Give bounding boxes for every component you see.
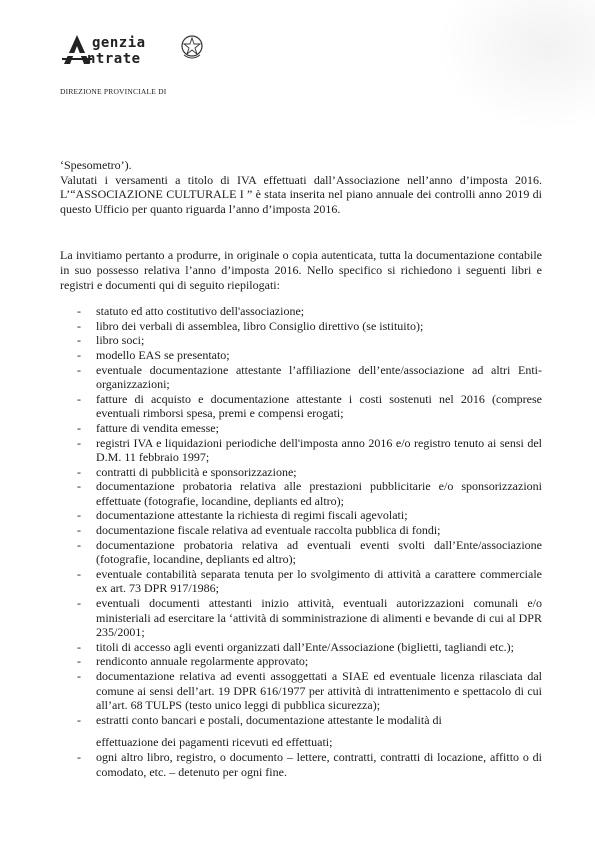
list-item: - eventuali documenti attestanti inizio attività, eventuali autorizzazioni comunali e/o ministeriali ad esercitare la ‘attività di somministrazione di alimenti e bevande di cui al DPR 235/2001; — [60, 596, 542, 640]
list-item: - fatture di acquisto e documentazione attestante i costi sostenuti nel 2016 (comprese eventuali rimborsi spesa, premi e compensi erogati; — [60, 392, 542, 421]
list-item: - eventuale documentazione attestante l’affiliazione dell’ente/associazione ad altri Enti-organizzazioni; — [60, 363, 542, 392]
list-item: - documentazione probatoria relativa alle prestazioni pubblicitarie e/o sponsorizzazioni effettuate (fotografie, locandine, depliants ed altro); — [60, 479, 542, 508]
list-item: - documentazione probatoria relativa ad eventuali eventi svolti dall’Ente/associazione (fotografie, locandine, depliants ed altro); — [60, 538, 542, 567]
intro-paragraph-1: Valutati i versamenti a titolo di IVA effettuati dall’Associazione nell’anno d’imposta 2016. L’“ASSOCIAZIONE CULTURALE I ” è stata inserita nel piano annuale dei controlli anno 2019 di questo Ufficio per quanto riguarda l’anno d’imposta 2016. — [60, 172, 542, 216]
scan-shading — [435, 0, 595, 130]
list-item: - documentazione attestante la richiesta di regimi fiscali agevolati; — [60, 508, 542, 523]
list-item: - libro dei verbali di assemblea, libro Consiglio direttivo (se istituito); — [60, 319, 542, 334]
list-item: - modello EAS se presentato; — [60, 348, 542, 363]
republic-emblem-icon — [180, 33, 204, 61]
direzione-provinciale-label: DIREZIONE PROVINCIALE DI — [60, 87, 167, 96]
list-item: - rendiconto annuale regolarmente approvato; — [60, 654, 542, 669]
list-item: - titoli di accesso agli eventi organizzati dall’Ente/Associazione (biglietti, tagliandi etc.); — [60, 640, 542, 655]
list-item: - statuto ed atto costitutivo dell'associazione; — [60, 304, 542, 319]
agenzia-entrate-logo — [62, 32, 262, 72]
list-item: - documentazione relativa ad eventi assoggettati a SIAE ed eventuale licenza rilasciata dal comune ai sensi dell’art. 19 DPR 616/1977 per attività di intrattenimento e spettacolo di cui all’art. 68 TULPS (testo unico leggi di pubblica sicurezza); — [60, 669, 542, 713]
list-item-continuation: effettuazione dei pagamenti ricevuti ed effettuati; — [96, 735, 333, 750]
documents-list — [60, 304, 542, 779]
list-item: - fatture di vendita emesse; — [60, 421, 542, 436]
intro-paragraph-2: La invitiamo pertanto a produrre, in originale o copia autenticata, tutta la documentazione contabile in suo possesso relativa l’anno d’imposta 2016. Nello specifico si richiedono i seguenti libri e registri e documenti qui di seguito riepilogati: — [60, 248, 542, 292]
list-item: - estratti conto bancari e postali, documentazione attestante le modalità di — [60, 713, 542, 728]
document-body — [60, 158, 542, 779]
list-item: - ogni altro libro, registro, o documento – lettere, contratti, contratti di locazione, affitto o di comodato, etc. – detenuto per ogni fine. — [60, 750, 542, 779]
intro-line: ‘Spesometro’). — [60, 158, 132, 172]
logo-text-entrate: ntrate — [87, 51, 141, 67]
list-item: - eventuale contabilità separata tenuta per lo svolgimento di attività a carattere commerciale ex art. 73 DPR 917/1986; — [60, 567, 542, 596]
list-item: - registri IVA e liquidazioni periodiche dell'imposta anno 2016 e/o registro tenuto ai sensi del D.M. 11 febbraio 1997; — [60, 436, 542, 465]
list-item: - contratti di pubblicità e sponsorizzazione; — [60, 465, 542, 480]
list-item: - libro soci; — [60, 333, 542, 348]
logo-text-agenzia: genzia — [92, 35, 146, 51]
list-item: - documentazione fiscale relativa ad eventuale raccolta pubblica di fondi; — [60, 523, 542, 538]
